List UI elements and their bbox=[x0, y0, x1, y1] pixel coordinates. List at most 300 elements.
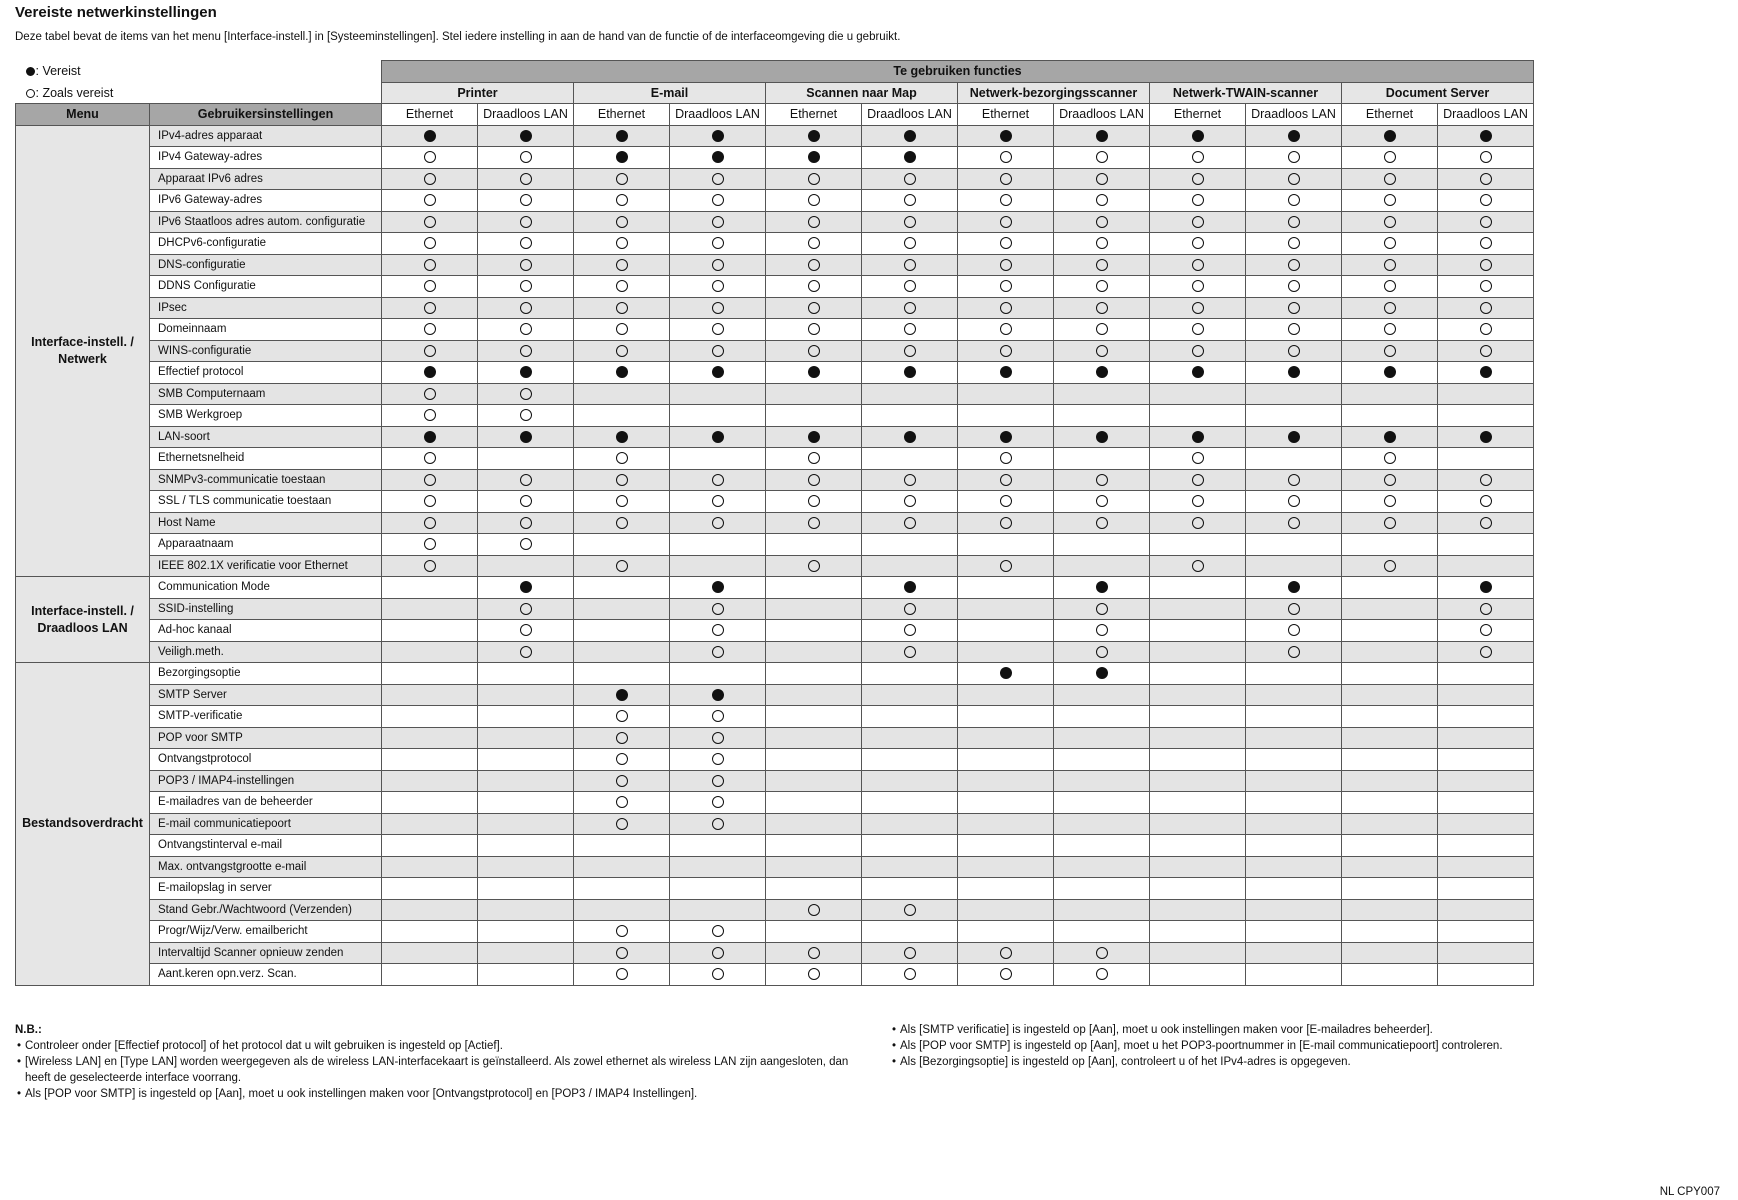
mark-cell bbox=[1342, 211, 1438, 233]
mark-cell bbox=[670, 297, 766, 319]
open-circle-icon bbox=[520, 173, 532, 185]
mark-cell bbox=[958, 211, 1054, 233]
header-row-functions bbox=[16, 82, 1534, 104]
mark-cell bbox=[1246, 878, 1342, 900]
mark-cell bbox=[958, 555, 1054, 577]
mark-cell bbox=[766, 426, 862, 448]
open-circle-icon bbox=[1384, 259, 1396, 271]
mark-cell bbox=[574, 254, 670, 276]
filled-circle-icon bbox=[1096, 581, 1108, 593]
open-circle-icon bbox=[616, 818, 628, 830]
filled-circle-icon bbox=[1480, 581, 1492, 593]
open-circle-icon bbox=[1288, 173, 1300, 185]
open-circle-icon bbox=[1096, 302, 1108, 314]
mark-cell bbox=[574, 921, 670, 943]
table-row bbox=[16, 577, 1534, 599]
mark-cell bbox=[1342, 598, 1438, 620]
open-circle-icon bbox=[1000, 173, 1012, 185]
table-row bbox=[16, 534, 1534, 556]
mark-cell bbox=[958, 684, 1054, 706]
mark-cell bbox=[1054, 319, 1150, 341]
open-circle-icon bbox=[1000, 968, 1012, 980]
mark-cell bbox=[1246, 147, 1342, 169]
open-circle-icon bbox=[712, 216, 724, 228]
mark-cell bbox=[574, 684, 670, 706]
mark-cell bbox=[1246, 577, 1342, 599]
mark-cell bbox=[1342, 383, 1438, 405]
open-circle-icon bbox=[1192, 151, 1204, 163]
open-circle-icon bbox=[904, 603, 916, 615]
open-circle-icon bbox=[616, 517, 628, 529]
open-circle-icon bbox=[520, 517, 532, 529]
mark-cell bbox=[670, 598, 766, 620]
mark-cell bbox=[478, 620, 574, 642]
mark-cell bbox=[478, 233, 574, 255]
mark-cell bbox=[670, 512, 766, 534]
mark-cell bbox=[382, 749, 478, 771]
open-circle-icon bbox=[520, 345, 532, 357]
open-circle-icon bbox=[1384, 237, 1396, 249]
open-circle-icon bbox=[1096, 151, 1108, 163]
legend-as-needed-label: : Zoals vereist bbox=[35, 85, 114, 100]
mark-cell bbox=[958, 426, 1054, 448]
open-circle-icon bbox=[1480, 151, 1492, 163]
mark-cell bbox=[382, 878, 478, 900]
open-circle-icon bbox=[424, 237, 436, 249]
interface-header: Ethernet bbox=[1150, 104, 1246, 126]
mark-cell bbox=[766, 942, 862, 964]
open-circle-icon bbox=[520, 474, 532, 486]
mark-cell bbox=[1438, 448, 1534, 470]
open-circle-icon bbox=[1384, 280, 1396, 292]
mark-cell bbox=[766, 555, 862, 577]
open-circle-icon bbox=[424, 517, 436, 529]
mark-cell bbox=[1054, 276, 1150, 298]
mark-cell bbox=[1054, 534, 1150, 556]
mark-cell bbox=[1342, 813, 1438, 835]
mark-cell bbox=[1054, 491, 1150, 513]
open-circle-icon bbox=[616, 732, 628, 744]
mark-cell bbox=[1438, 878, 1534, 900]
mark-cell bbox=[766, 792, 862, 814]
open-circle-icon bbox=[1384, 560, 1396, 572]
open-circle-icon bbox=[1192, 194, 1204, 206]
mark-cell bbox=[670, 469, 766, 491]
open-circle-icon bbox=[1480, 216, 1492, 228]
mark-cell bbox=[670, 340, 766, 362]
filled-circle-icon bbox=[616, 151, 628, 163]
open-circle-icon bbox=[904, 194, 916, 206]
open-circle-icon bbox=[1192, 452, 1204, 464]
mark-cell bbox=[1054, 835, 1150, 857]
mark-cell bbox=[1246, 813, 1342, 835]
open-circle-icon bbox=[1192, 237, 1204, 249]
mark-cell bbox=[1054, 921, 1150, 943]
mark-cell bbox=[958, 641, 1054, 663]
mark-cell bbox=[1438, 598, 1534, 620]
open-circle-icon bbox=[712, 646, 724, 658]
mark-cell bbox=[958, 878, 1054, 900]
open-circle-icon bbox=[1096, 968, 1108, 980]
mark-cell bbox=[670, 534, 766, 556]
mark-cell bbox=[478, 168, 574, 190]
menu-group-cell: Interface-instell. / Draadloos LAN bbox=[16, 577, 150, 663]
mark-cell bbox=[670, 792, 766, 814]
mark-cell bbox=[670, 426, 766, 448]
filled-circle-icon bbox=[904, 581, 916, 593]
mark-cell bbox=[766, 297, 862, 319]
mark-cell bbox=[382, 663, 478, 685]
filled-circle-icon bbox=[1480, 431, 1492, 443]
mark-cell bbox=[1054, 878, 1150, 900]
open-circle-icon bbox=[1000, 151, 1012, 163]
open-circle-icon bbox=[520, 646, 532, 658]
mark-cell bbox=[1438, 405, 1534, 427]
mark-cell bbox=[574, 555, 670, 577]
open-circle-icon bbox=[712, 495, 724, 507]
mark-cell bbox=[958, 168, 1054, 190]
open-circle-icon bbox=[520, 603, 532, 615]
mark-cell bbox=[478, 813, 574, 835]
mark-cell bbox=[382, 770, 478, 792]
mark-cell bbox=[1246, 835, 1342, 857]
mark-cell bbox=[1150, 856, 1246, 878]
mark-cell bbox=[862, 899, 958, 921]
open-circle-icon bbox=[904, 323, 916, 335]
mark-cell bbox=[766, 491, 862, 513]
mark-cell bbox=[382, 921, 478, 943]
mark-cell bbox=[1246, 942, 1342, 964]
function-header: E-mail bbox=[574, 82, 766, 104]
open-circle-icon bbox=[520, 538, 532, 550]
mark-cell bbox=[574, 233, 670, 255]
open-circle-icon bbox=[1192, 173, 1204, 185]
setting-name-cell: IPv6 Gateway-adres bbox=[150, 190, 382, 212]
mark-cell bbox=[958, 598, 1054, 620]
open-circle-icon bbox=[808, 302, 820, 314]
table-row bbox=[16, 942, 1534, 964]
mark-cell bbox=[1054, 899, 1150, 921]
mark-cell bbox=[382, 211, 478, 233]
mark-cell bbox=[1438, 190, 1534, 212]
open-circle-icon bbox=[904, 968, 916, 980]
mark-cell bbox=[1054, 469, 1150, 491]
setting-name-cell: Veiligh.meth. bbox=[150, 641, 382, 663]
mark-cell bbox=[478, 727, 574, 749]
filled-circle-icon bbox=[520, 431, 532, 443]
mark-cell bbox=[1054, 770, 1150, 792]
mark-cell bbox=[1246, 383, 1342, 405]
mark-cell bbox=[478, 448, 574, 470]
mark-cell bbox=[478, 125, 574, 147]
filled-circle-icon bbox=[424, 130, 436, 142]
mark-cell bbox=[574, 426, 670, 448]
open-circle-icon bbox=[1480, 237, 1492, 249]
open-circle-icon bbox=[1000, 474, 1012, 486]
mark-cell bbox=[670, 921, 766, 943]
mark-cell bbox=[958, 577, 1054, 599]
table-row bbox=[16, 276, 1534, 298]
mark-cell bbox=[766, 577, 862, 599]
open-circle-icon bbox=[424, 538, 436, 550]
mark-cell bbox=[1342, 168, 1438, 190]
filled-circle-icon bbox=[1000, 667, 1012, 679]
mark-cell bbox=[670, 706, 766, 728]
mark-cell bbox=[1246, 233, 1342, 255]
mark-cell bbox=[862, 555, 958, 577]
mark-cell bbox=[382, 620, 478, 642]
mark-cell bbox=[958, 276, 1054, 298]
mark-cell bbox=[958, 254, 1054, 276]
mark-cell bbox=[1438, 770, 1534, 792]
open-circle-icon bbox=[1096, 237, 1108, 249]
open-circle-icon bbox=[1480, 646, 1492, 658]
mark-cell bbox=[1438, 577, 1534, 599]
mark-cell bbox=[1438, 211, 1534, 233]
mark-cell bbox=[766, 125, 862, 147]
mark-cell bbox=[862, 448, 958, 470]
mark-cell bbox=[382, 792, 478, 814]
open-circle-icon bbox=[424, 151, 436, 163]
open-circle-icon bbox=[424, 495, 436, 507]
mark-cell bbox=[1054, 964, 1150, 986]
setting-name-cell: IPsec bbox=[150, 297, 382, 319]
mark-cell bbox=[1054, 555, 1150, 577]
open-circle-icon bbox=[424, 388, 436, 400]
mark-cell bbox=[1054, 577, 1150, 599]
filled-circle-icon bbox=[1480, 366, 1492, 378]
mark-cell bbox=[574, 577, 670, 599]
mark-cell bbox=[670, 254, 766, 276]
mark-cell bbox=[1150, 340, 1246, 362]
mark-cell bbox=[766, 405, 862, 427]
menu-header: Menu bbox=[16, 104, 150, 126]
mark-cell bbox=[670, 813, 766, 835]
mark-cell bbox=[382, 448, 478, 470]
mark-cell bbox=[766, 663, 862, 685]
open-circle-icon bbox=[1288, 151, 1300, 163]
note-item: • Als [Bezorgingsoptie] is ingesteld op [Aan], controleert u of het IPv4-adres is opgegeven. bbox=[890, 1054, 1690, 1070]
open-circle-icon bbox=[1096, 280, 1108, 292]
mark-cell bbox=[478, 964, 574, 986]
mark-cell bbox=[1150, 512, 1246, 534]
mark-cell bbox=[478, 383, 574, 405]
mark-cell bbox=[1246, 899, 1342, 921]
mark-cell bbox=[382, 899, 478, 921]
mark-cell bbox=[1150, 878, 1246, 900]
mark-cell bbox=[1054, 125, 1150, 147]
open-circle-icon bbox=[520, 323, 532, 335]
filled-circle-icon bbox=[1288, 581, 1300, 593]
open-circle-icon bbox=[712, 710, 724, 722]
table-row bbox=[16, 663, 1534, 685]
mark-cell bbox=[574, 663, 670, 685]
table-row bbox=[16, 469, 1534, 491]
mark-cell bbox=[1342, 190, 1438, 212]
mark-cell bbox=[478, 663, 574, 685]
open-circle-icon bbox=[520, 409, 532, 421]
open-circle-icon bbox=[1192, 495, 1204, 507]
setting-name-cell: Apparaat IPv6 adres bbox=[150, 168, 382, 190]
setting-name-cell: SSL / TLS communicatie toestaan bbox=[150, 491, 382, 513]
mark-cell bbox=[382, 233, 478, 255]
filled-circle-icon bbox=[520, 130, 532, 142]
mark-cell bbox=[1438, 147, 1534, 169]
mark-cell bbox=[478, 254, 574, 276]
mark-cell bbox=[862, 964, 958, 986]
function-header: Document Server bbox=[1342, 82, 1534, 104]
open-circle-icon bbox=[616, 560, 628, 572]
open-circle-icon bbox=[808, 560, 820, 572]
open-circle-icon bbox=[1192, 517, 1204, 529]
mark-cell bbox=[1246, 319, 1342, 341]
mark-cell bbox=[766, 727, 862, 749]
mark-cell bbox=[766, 770, 862, 792]
mark-cell bbox=[766, 211, 862, 233]
mark-cell bbox=[1342, 254, 1438, 276]
mark-cell bbox=[1246, 792, 1342, 814]
setting-name-cell: IPv6 Staatloos adres autom. configuratie bbox=[150, 211, 382, 233]
mark-cell bbox=[670, 125, 766, 147]
mark-cell bbox=[1246, 168, 1342, 190]
filled-circle-icon bbox=[424, 366, 436, 378]
open-circle-icon bbox=[616, 280, 628, 292]
open-circle-icon bbox=[712, 173, 724, 185]
mark-cell bbox=[1342, 706, 1438, 728]
mark-cell bbox=[1246, 426, 1342, 448]
mark-cell bbox=[1342, 340, 1438, 362]
mark-cell bbox=[766, 878, 862, 900]
open-circle-icon bbox=[712, 302, 724, 314]
table-row bbox=[16, 168, 1534, 190]
mark-cell bbox=[574, 190, 670, 212]
mark-cell bbox=[1438, 340, 1534, 362]
filled-circle-icon bbox=[808, 366, 820, 378]
mark-cell bbox=[766, 813, 862, 835]
filled-circle-icon bbox=[808, 151, 820, 163]
mark-cell bbox=[1150, 620, 1246, 642]
mark-cell bbox=[1054, 598, 1150, 620]
open-circle-icon bbox=[616, 775, 628, 787]
mark-cell bbox=[958, 856, 1054, 878]
filled-circle-icon bbox=[1192, 366, 1204, 378]
open-circle-icon bbox=[616, 474, 628, 486]
mark-cell bbox=[478, 770, 574, 792]
mark-cell bbox=[574, 168, 670, 190]
open-circle-icon bbox=[1000, 302, 1012, 314]
setting-name-cell: SSID-instelling bbox=[150, 598, 382, 620]
mark-cell bbox=[478, 792, 574, 814]
mark-cell bbox=[670, 448, 766, 470]
table-row bbox=[16, 770, 1534, 792]
mark-cell bbox=[862, 835, 958, 857]
mark-cell bbox=[1342, 792, 1438, 814]
open-circle-icon bbox=[712, 345, 724, 357]
table-row bbox=[16, 190, 1534, 212]
open-circle-icon bbox=[904, 474, 916, 486]
mark-cell bbox=[478, 577, 574, 599]
mark-cell bbox=[1150, 491, 1246, 513]
mark-cell bbox=[574, 362, 670, 384]
mark-cell bbox=[1150, 233, 1246, 255]
mark-cell bbox=[1246, 491, 1342, 513]
mark-cell bbox=[1150, 964, 1246, 986]
mark-cell bbox=[862, 706, 958, 728]
open-circle-icon bbox=[808, 474, 820, 486]
network-settings-table bbox=[15, 60, 1534, 986]
mark-cell bbox=[478, 555, 574, 577]
open-circle-icon bbox=[424, 194, 436, 206]
open-circle-icon bbox=[1384, 495, 1396, 507]
table-row bbox=[16, 856, 1534, 878]
open-circle-icon bbox=[808, 517, 820, 529]
mark-cell bbox=[862, 362, 958, 384]
mark-cell bbox=[478, 641, 574, 663]
open-circle-icon bbox=[808, 904, 820, 916]
open-circle-icon bbox=[1288, 194, 1300, 206]
open-circle-icon bbox=[1192, 560, 1204, 572]
setting-name-cell: SMTP-verificatie bbox=[150, 706, 382, 728]
setting-name-cell: Ontvangstinterval e-mail bbox=[150, 835, 382, 857]
setting-name-cell: DHCPv6-configuratie bbox=[150, 233, 382, 255]
interface-header: Draadloos LAN bbox=[1438, 104, 1534, 126]
mark-cell bbox=[478, 147, 574, 169]
mark-cell bbox=[1150, 835, 1246, 857]
mark-cell bbox=[478, 684, 574, 706]
mark-cell bbox=[1150, 362, 1246, 384]
mark-cell bbox=[862, 426, 958, 448]
open-circle-icon bbox=[520, 388, 532, 400]
filled-circle-icon bbox=[1480, 130, 1492, 142]
mark-cell bbox=[1342, 125, 1438, 147]
filled-circle-icon bbox=[616, 689, 628, 701]
mark-cell bbox=[1246, 190, 1342, 212]
mark-cell bbox=[1342, 426, 1438, 448]
open-circle-icon bbox=[1000, 237, 1012, 249]
mark-cell bbox=[574, 878, 670, 900]
open-circle-icon bbox=[1096, 624, 1108, 636]
mark-cell bbox=[1438, 534, 1534, 556]
mark-cell bbox=[670, 168, 766, 190]
table-row bbox=[16, 921, 1534, 943]
open-circle-icon bbox=[712, 237, 724, 249]
mark-cell bbox=[382, 813, 478, 835]
mark-cell bbox=[862, 340, 958, 362]
open-circle-icon bbox=[712, 474, 724, 486]
mark-cell bbox=[670, 491, 766, 513]
filled-circle-icon bbox=[904, 366, 916, 378]
open-circle-icon bbox=[616, 237, 628, 249]
open-circle-icon bbox=[424, 345, 436, 357]
legend-required bbox=[16, 61, 382, 83]
mark-cell bbox=[1054, 684, 1150, 706]
mark-cell bbox=[1150, 749, 1246, 771]
mark-cell bbox=[1342, 491, 1438, 513]
open-circle-icon bbox=[1384, 302, 1396, 314]
open-circle-icon bbox=[1384, 345, 1396, 357]
page-intro: Deze tabel bevat de items van het menu [Interface-instell.] in [Systeeminstellingen]. Stel iedere instelling in aan de hand van de functie of de interfaceomgeving die u gebruikt. bbox=[15, 31, 901, 43]
open-circle-icon bbox=[712, 280, 724, 292]
setting-name-cell: Intervaltijd Scanner opnieuw zenden bbox=[150, 942, 382, 964]
open-circle-icon bbox=[808, 237, 820, 249]
open-circle-icon bbox=[616, 710, 628, 722]
mark-cell bbox=[670, 233, 766, 255]
header-row-top bbox=[16, 61, 1534, 83]
mark-cell bbox=[1150, 706, 1246, 728]
open-circle-icon bbox=[616, 796, 628, 808]
document-code: NL CPY007 bbox=[1659, 1186, 1720, 1198]
mark-cell bbox=[670, 663, 766, 685]
